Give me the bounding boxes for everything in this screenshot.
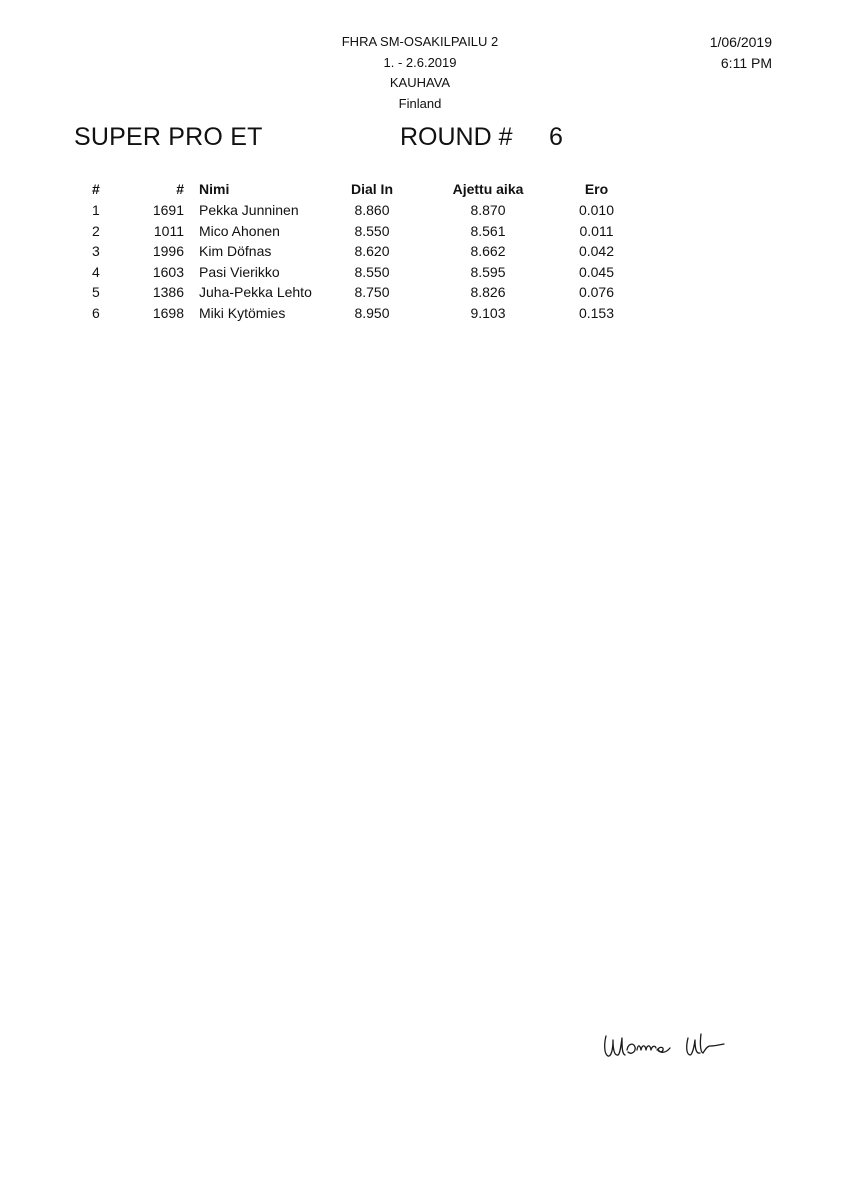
cell-difference: 0.045	[578, 263, 615, 280]
event-header	[300, 32, 540, 114]
cell-run-time: 8.595	[470, 263, 506, 280]
table-row	[80, 221, 634, 242]
cell-car-number: 1698	[152, 304, 184, 321]
cell-position: 2	[92, 222, 100, 239]
results-header-row	[80, 178, 634, 200]
round-number: 6	[549, 123, 563, 151]
cell-run-time: 8.826	[470, 284, 506, 301]
column-header-position: #	[92, 181, 100, 197]
table-row	[80, 262, 634, 283]
column-header-car-number: #	[176, 181, 184, 197]
cell-car-number: 1386	[152, 284, 184, 301]
cell-run-time: 8.870	[470, 202, 506, 219]
class-title: SUPER PRO ET	[74, 123, 263, 151]
table-row	[80, 282, 634, 303]
cell-name: Miki Kytömies	[199, 304, 286, 321]
event-country: Finland	[398, 95, 442, 111]
cell-difference: 0.076	[578, 284, 615, 301]
cell-name: Pekka Junninen	[199, 202, 299, 219]
cell-dial-in: 8.860	[354, 202, 390, 219]
print-timestamp	[710, 32, 772, 73]
cell-car-number: 1603	[152, 263, 184, 280]
table-row	[80, 303, 634, 324]
cell-difference: 0.010	[578, 202, 615, 219]
cell-dial-in: 8.750	[354, 284, 390, 301]
signature-drawing	[600, 1020, 740, 1070]
cell-dial-in: 8.550	[354, 222, 390, 239]
cell-name: Kim Döfnas	[199, 243, 272, 260]
cell-position: 6	[92, 304, 100, 321]
event-venue: KAUHAVA	[389, 75, 451, 90]
cell-dial-in: 8.950	[354, 304, 390, 321]
cell-difference: 0.153	[578, 304, 615, 321]
cell-position: 1	[92, 202, 100, 219]
cell-name: Pasi Vierikko	[199, 263, 280, 280]
cell-run-time: 8.662	[470, 243, 506, 260]
cell-position: 5	[92, 284, 100, 301]
cell-difference: 0.042	[578, 243, 615, 260]
cell-dial-in: 8.620	[354, 243, 390, 260]
column-header-dial-in: Dial In	[350, 181, 393, 197]
column-header-difference: Ero	[584, 181, 609, 197]
cell-difference: 0.011	[579, 222, 614, 239]
cell-dial-in: 8.550	[354, 263, 390, 280]
cell-name: Juha-Pekka Lehto	[199, 284, 312, 301]
cell-position: 3	[92, 243, 100, 260]
cell-run-time: 8.561	[470, 222, 506, 239]
column-header-name: Nimi	[199, 181, 230, 197]
event-name: FHRA SM-OSAKILPAILU 2	[341, 34, 499, 49]
handwritten-signature	[600, 1020, 740, 1075]
print-date: 1/06/2019	[709, 34, 772, 50]
print-time: 6:11 PM	[720, 54, 772, 71]
cell-position: 4	[92, 263, 100, 280]
cell-name: Mico Ahonen	[199, 222, 280, 239]
round-label: ROUND #	[400, 123, 513, 151]
event-dates: 1. - 2.6.2019	[383, 54, 457, 70]
cell-car-number: 1996	[152, 243, 184, 260]
table-row	[80, 200, 634, 221]
cell-car-number: 1011	[153, 222, 184, 239]
cell-run-time: 9.103	[470, 304, 506, 321]
results-table	[80, 178, 634, 323]
table-row	[80, 241, 634, 262]
column-header-run-time: Ajettu aika	[452, 181, 524, 197]
cell-car-number: 1691	[152, 202, 184, 219]
